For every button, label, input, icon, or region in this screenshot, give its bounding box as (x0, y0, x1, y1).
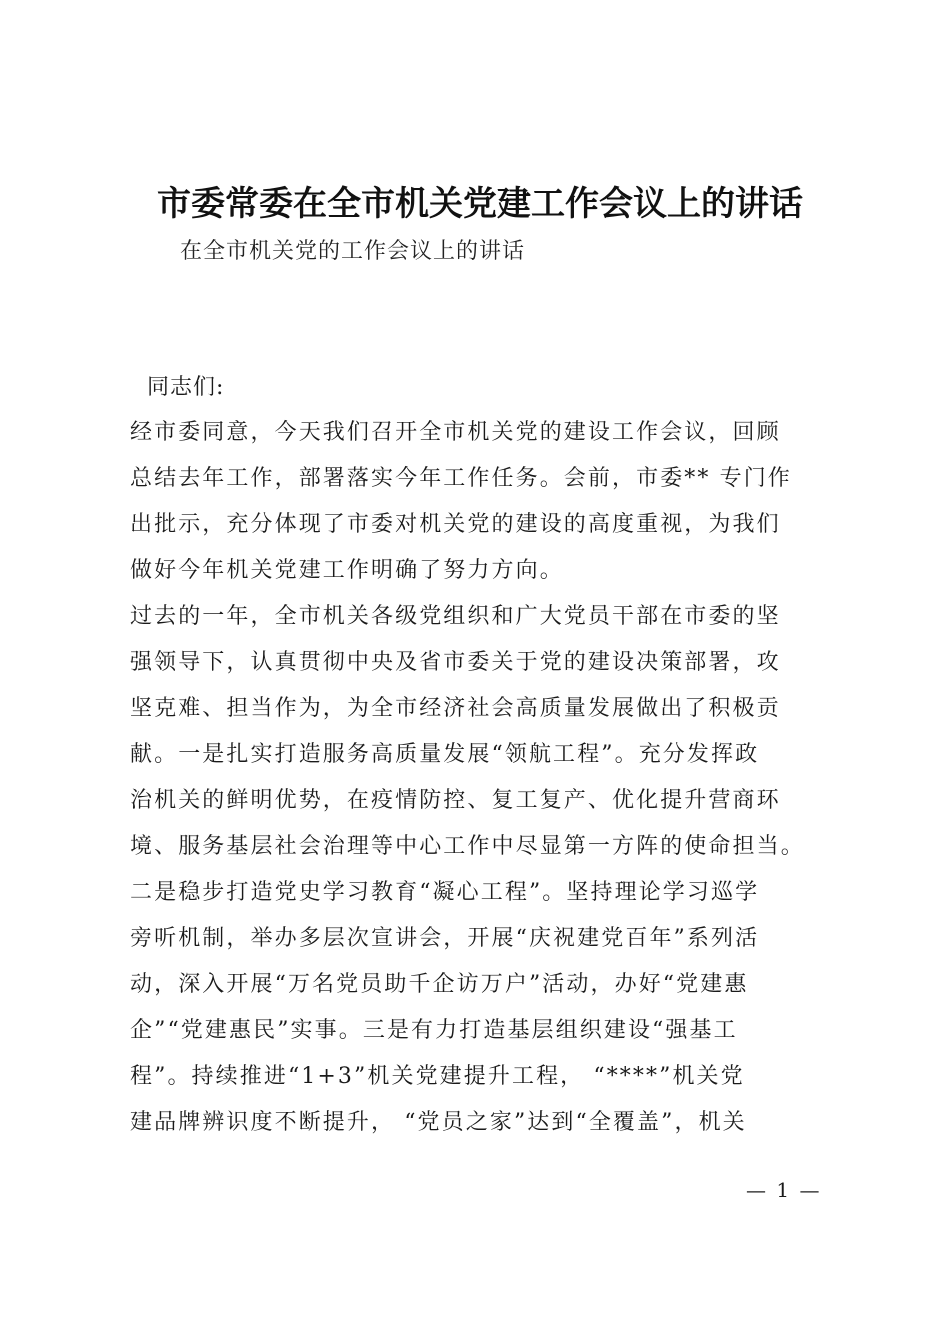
body-text (130, 410, 850, 1146)
text-line: 献。一是扎实打造服务高质量发展“领航工程”。充分发挥政 (130, 742, 760, 767)
text-line: 建品牌辨识度不断提升， “党员之家”达到“全覆盖”，机关 (130, 1110, 747, 1135)
salutation: 同志们: (147, 375, 225, 400)
document-subtitle: 在全市机关党的工作会议上的讲话 (180, 239, 526, 264)
text-line: 经市委同意，今天我们召开全市机关党的建设工作会议，回顾 (130, 420, 781, 445)
text-line: 总结去年工作，部署落实今年工作任务。会前，市委** 专门作 (130, 466, 792, 491)
text-line: 企”“党建惠民”实事。三是有力打造基层组织建设“强基工 (130, 1018, 738, 1043)
text-line: 做好今年机关党建工作明确了努力方向。 (130, 558, 564, 583)
text-line: 境、服务基层社会治理等中心工作中尽显第一方阵的使命担当。 (130, 834, 805, 859)
text-line: 坚克难、担当作为，为全市经济社会高质量发展做出了积极贡 (130, 696, 781, 721)
text-line: 治机关的鲜明优势，在疫情防控、复工复产、优化提升营商环 (130, 788, 781, 813)
text-line: 旁听机制，举办多层次宣讲会，开展“庆祝建党百年”系列活 (130, 926, 760, 951)
text-line: 动，深入开展“万名党员助千企访万户”活动，办好“党建惠 (130, 972, 749, 997)
text-line: 出批示，充分体现了市委对机关党的建设的高度重视，为我们 (130, 512, 781, 537)
text-line: 过去的一年，全市机关各级党组织和广大党员干部在市委的坚 (130, 604, 781, 629)
text-line: 强领导下，认真贯彻中央及省市委关于党的建设决策部署，攻 (130, 650, 781, 675)
text-line: 二是稳步打造党史学习教育“凝心工程”。坚持理论学习巡学 (130, 880, 760, 905)
text-line: 程”。持续推进“1+3”机关党建提升工程， “****”机关党 (130, 1064, 745, 1089)
document-title: 市委常委在全市机关党建工作会议上的讲话 (157, 184, 803, 224)
page-number: — 1 — (746, 1178, 822, 1202)
